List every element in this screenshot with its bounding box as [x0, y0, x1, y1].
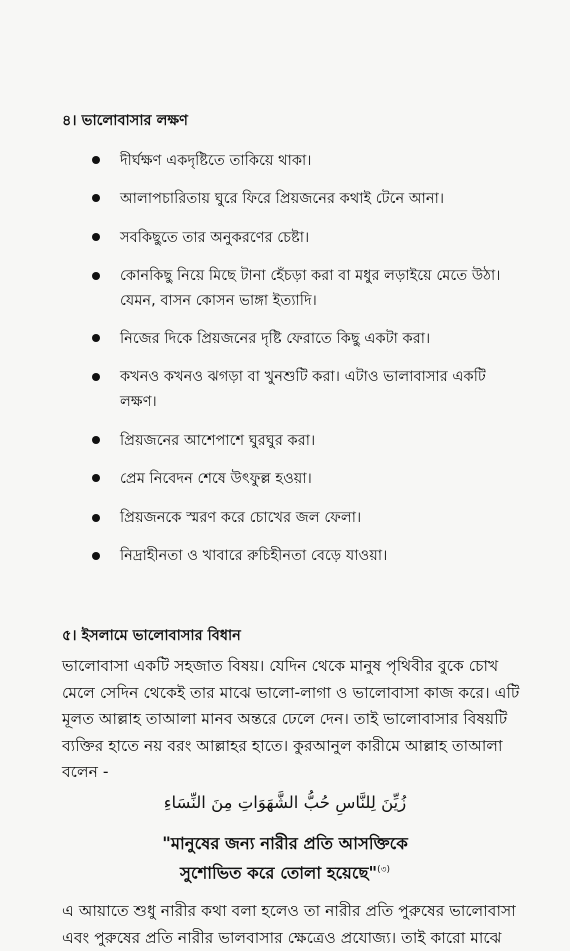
paragraph-line: এ আয়াতে শুধু নারীর কথা বলা হলেও তা নারীর প্রতি পুরুষের ভালোবাসা — [62, 898, 534, 925]
translation-line: "মানুষের জন্য নারীর প্রতি আসক্তিকে — [162, 834, 408, 853]
bullet-dot — [92, 474, 100, 482]
list-item — [120, 364, 540, 414]
paragraph-line: মেলে সেদিন থেকেই তার মাঝে ভালো-লাগা ও ভালোবাসা কাজ করে। এটি — [62, 680, 534, 707]
list-item-line: আলাপচারিতায় ঘুরে ফিরে প্রিয়জনের কথাই টেনে আনা। — [120, 190, 444, 207]
section-4-heading: ৪। ভালোবাসার লক্ষণ — [62, 110, 188, 134]
paragraph-line: ব্যক্তির হাতে নয় বরং আল্লাহর হাতে। কুরআনুল কারীমে আল্লাহ তাআলা — [62, 733, 534, 760]
bullet-dot — [92, 233, 100, 241]
intro-paragraph — [62, 653, 534, 786]
list-item-line: সবকিছুতে তার অনুকরণের চেষ্টা। — [120, 229, 309, 246]
list-item — [120, 326, 540, 351]
bullet-dot — [92, 552, 100, 560]
list-item — [120, 466, 540, 491]
paragraph-line: ভালোবাসা একটি সহজাত বিষয়। যেদিন থেকে মানুষ পৃথিবীর বুকে চোখ — [62, 653, 534, 680]
list-item-line: লক্ষণ। — [120, 393, 157, 410]
list-item-line: কোনকিছু নিয়ে মিছে টানা হেঁচড়া করা বা মধুর লড়াইয়ে মেতে উঠা। — [120, 267, 500, 284]
paragraph-line: এবং পুরুষের প্রতি নারীর ভালবাসার ক্ষেত্রেও প্রযোজ্য। তাই কারো মাঝে — [62, 925, 534, 951]
list-item-line: কখনও কখনও ঝগড়া বা খুনশুটি করা। এটাও ভালাবাসার একটি — [120, 368, 486, 385]
footnote-reference[interactable]: (৩) — [377, 865, 390, 875]
bullet-dot — [92, 194, 100, 202]
bullet-dot — [92, 514, 100, 522]
list-item — [120, 505, 540, 530]
arabic-verse: زُيِّنَ لِلنَّاسِ حُبُّ الشَّهَوَاتِ مِنَ النِّسَاءِ — [0, 793, 570, 812]
translation-line: সুশোভিত করে তোলা হয়েছে" — [180, 864, 377, 883]
list-item — [120, 543, 540, 568]
following-paragraph — [62, 898, 534, 951]
paragraph-line: মূলত আল্লাহ তাআলা মানব অন্তরে ঢেলে দেন। তাই ভালোবাসার বিষয়টি — [62, 706, 534, 733]
list-item — [120, 263, 540, 313]
list-item-line: নিদ্রাহীনতা ও খাবারে রুচিহীনতা বেড়ে যাওয়া। — [120, 547, 387, 564]
list-item — [120, 225, 540, 250]
bullet-dot — [92, 373, 100, 381]
list-item-line: প্রিয়জনকে স্মরণ করে চোখের জল ফেলা। — [120, 509, 361, 526]
paragraph-line: বলেন - — [62, 759, 534, 786]
list-item-line: প্রেম নিবেদন শেষে উৎফুল্ল হওয়া। — [120, 470, 312, 487]
bullet-dot — [92, 436, 100, 444]
list-item-line: নিজের দিকে প্রিয়জনের দৃষ্টি ফেরাতে কিছু একটা করা। — [120, 330, 430, 347]
bullet-dot — [92, 272, 100, 280]
list-item-line: যেমন, বাসন কোসন ভাঙ্গা ইত্যাদি। — [120, 292, 317, 309]
list-item-line: প্রিয়জনের আশেপাশে ঘুরঘুর করা। — [120, 432, 315, 449]
bullet-dot — [92, 334, 100, 342]
list-item-line: দীর্ঘক্ষণ একদৃষ্টিতে তাকিয়ে থাকা। — [120, 152, 312, 169]
bullet-dot — [92, 156, 100, 164]
list-item — [120, 148, 540, 173]
verse-translation — [0, 830, 570, 887]
section-5-heading: ৫। ইসলামে ভালোবাসার বিধান — [62, 625, 241, 649]
list-item — [120, 428, 540, 453]
list-item — [120, 186, 540, 211]
